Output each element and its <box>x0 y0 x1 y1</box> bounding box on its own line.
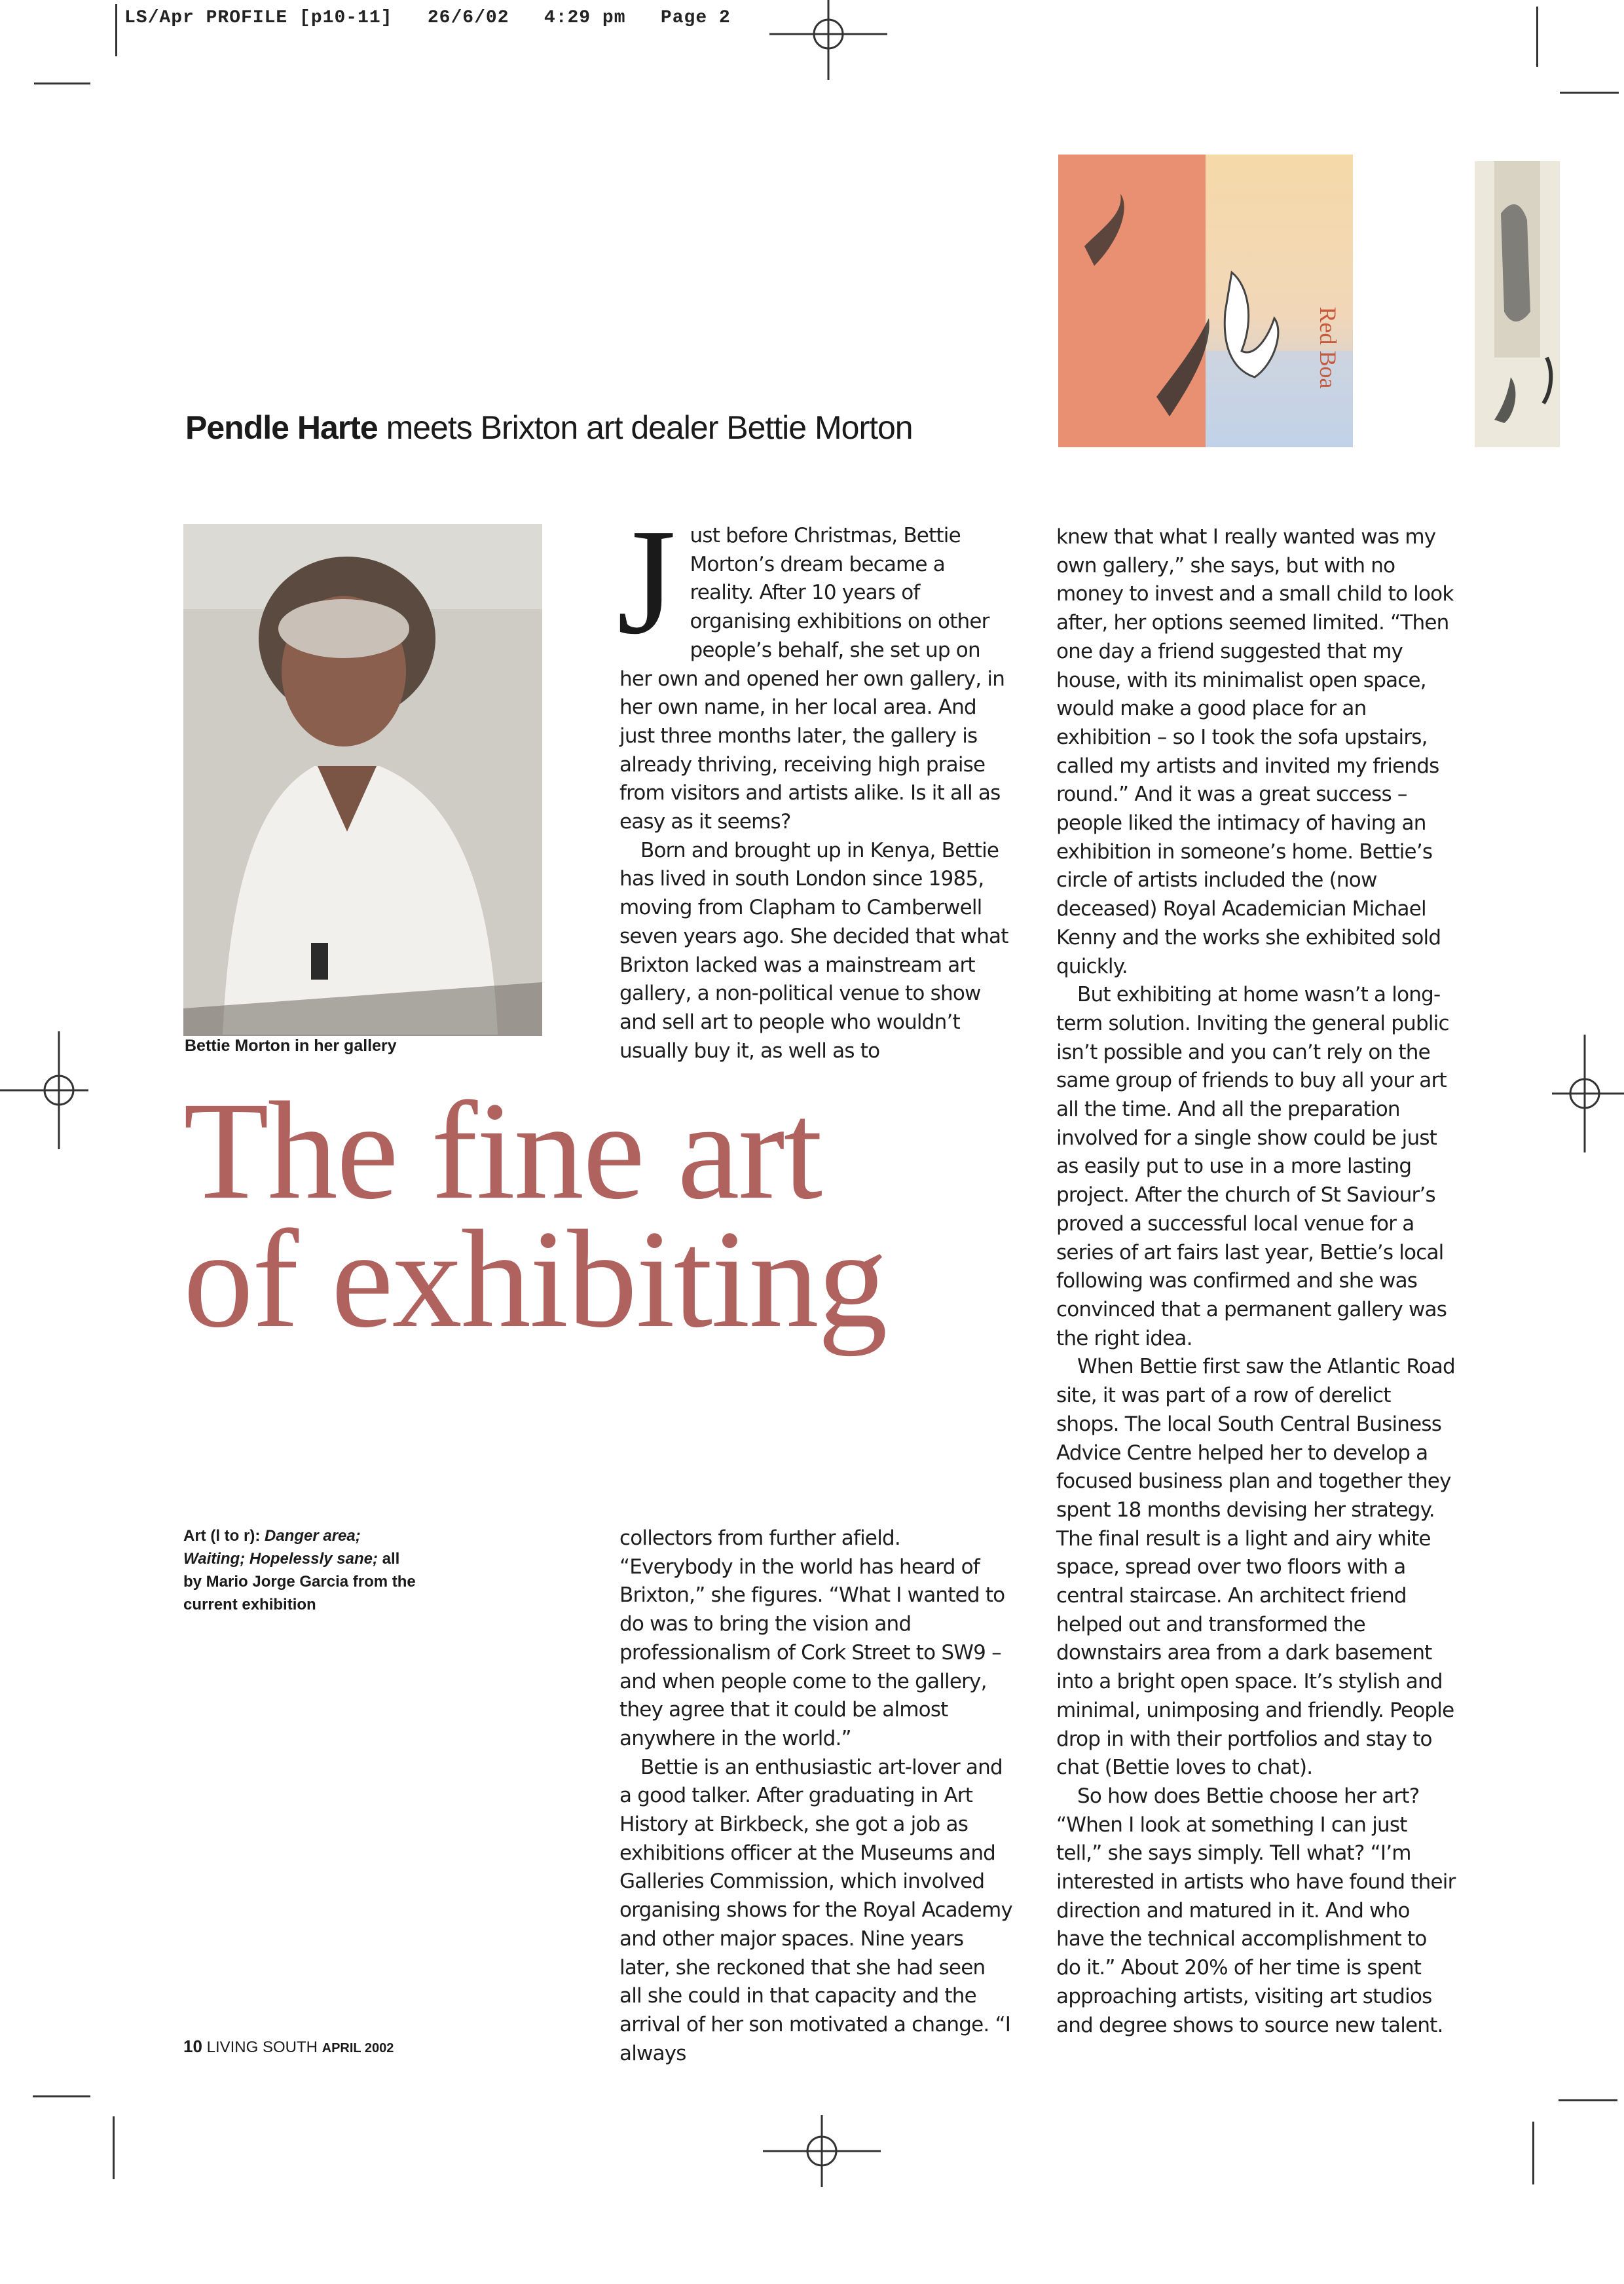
art-caption-titles: Danger area; Waiting; Hopelessly sane; <box>183 1527 378 1568</box>
registration-mark-icon <box>769 0 887 93</box>
article-paragraph: When Bettie first saw the Atlantic Road site, it was part of a row of derelict shops. The local South Central Business Advice Centre helped her to develop a focused business plan and together they spent 18 months devising her strategy. The final result is a light and airy white space, spread over two floors with a central staircase. An architect friend helped out and transformed the downstairs area from a dark basement into a bright open space. It’s stylish and minimal, unimposing and friendly. People drop in with their portfolios and stay to chat (Bettie loves to chat). <box>1056 1355 1455 1780</box>
headline <box>183 1073 887 1357</box>
article-paragraph: knew that what I really wanted was my own gallery,” she says, but with no money to invest and a small child to look after, her options seemed limited. “Then one day a friend suggested that my house, with its minimalist open space, would make a good place for an exhibition – so I took the sofa upstairs, called my artists and invited my friends round.” And it was a great success – people liked the intimacy of having an exhibition in someone’s home. Bettie’s circle of artists included the (now deceased) Royal Academician Michael Kenny and the works she exhibited sold quickly. <box>1056 525 1454 978</box>
art-caption <box>183 1524 419 1616</box>
byline-author: Pendle Harte <box>185 409 378 446</box>
crop-mark <box>113 2116 115 2179</box>
artwork-image <box>1475 161 1560 447</box>
drop-cap: J <box>617 498 676 666</box>
headline-line: The fine art <box>183 1073 822 1228</box>
article-paragraph: But exhibiting at home wasn’t a long-term solution. Inviting the general public isn’t possible and you can’t rely on the same group of friends to buy all your art all the time. And all the preparation involved for a single show could be just as easily put to use in a more lasting project. After the church of St Saviour’s proved a successful local venue for a series of art fairs last year, Bettie’s local following was confirmed and she was convinced that a permanent gallery was the right idea. <box>1056 983 1449 1350</box>
print-slug: LS/Apr PROFILE [p10-11] 26/6/02 4:29 pm Page 2 <box>124 8 731 28</box>
byline-text: meets Brixton art dealer Bettie Morton <box>377 409 913 446</box>
magazine-name: LIVING SOUTH <box>202 2038 322 2056</box>
issue-date: APRIL 2002 <box>322 2041 394 2055</box>
registration-mark-icon <box>0 1031 118 1149</box>
article-paragraph: collectors from further afield. “Everybody in the world has heard of Brixton,” she figures. “What I wanted to do was to bring the vision and professionalism of Cork Street to SW9 – and when people come to the gallery, they agree that it could be almost anywhere in the world.” <box>619 1526 1005 1750</box>
article-paragraph: So how does Bettie choose her art? “When I look at something I can just tell,” she says simply. Tell what? “I’m interested in artists who have found their direction and matured in it. And who have the technical accomplishment to do it.” About 20% of her time is spent approaching artists, visiting art studios and degree shows to source new talent. <box>1056 1784 1456 2037</box>
crop-mark <box>1559 2099 1617 2101</box>
article-paragraph: Born and brought up in Kenya, Bettie has lived in south London since 1985, moving from Clapham to Camberwell seven years ago. She decided that what Brixton lacked was a mainstream art gallery, a non-political venue to show and sell art to people who wouldn’t usually buy it, as well as to <box>619 838 1008 1063</box>
byline <box>185 409 913 447</box>
portrait-photo <box>183 524 542 1036</box>
crop-mark <box>115 4 117 56</box>
article-column <box>619 1524 1012 2068</box>
crop-mark <box>1532 2122 1534 2184</box>
page-footer <box>183 2036 394 2057</box>
artwork-image <box>1058 155 1353 447</box>
art-caption-lead: Art (l to r): <box>183 1527 265 1545</box>
article-paragraph: Just before Christmas, Bettie Morton’s dream became a reality. After 10 years of organising exhibitions on other people’s behalf, she set up on her own and opened her own gallery, in her own name, in her local area. And just three months later, the gallery is already thriving, receiving high praise from visitors and artists alike. Is it all as easy as it seems? <box>617 498 1005 834</box>
crop-mark <box>1536 7 1538 67</box>
article-column <box>617 498 1012 1065</box>
art-caption-text: all by Mario Jorge Garcia from the current exhibition <box>183 1550 416 1613</box>
page-number: 10 <box>183 2036 202 2056</box>
crop-mark <box>34 83 90 84</box>
registration-mark-icon <box>763 2115 881 2233</box>
registration-mark-icon <box>1526 1035 1624 1152</box>
headline-line: of exhibiting <box>183 1202 887 1357</box>
article-column <box>1056 523 1456 2040</box>
crop-mark <box>33 2095 90 2097</box>
artwork-spine <box>1315 253 1341 443</box>
crop-mark <box>1560 92 1619 94</box>
photo-caption: Bettie Morton in her gallery <box>185 1037 397 1055</box>
article-paragraph: Bettie is an enthusiastic art-lover and a good talker. After graduating in Art History at Birkbeck, she got a job as exhibitions officer at the Museums and Galleries Commission, which involved organising shows for the Royal Academy and other major spaces. Nine years later, she reckoned that she had seen all she could in that capacity and the arrival of her son motivated a change. “I always <box>619 1755 1012 2065</box>
artwork-spine-text: Red Boa <box>1315 306 1341 389</box>
